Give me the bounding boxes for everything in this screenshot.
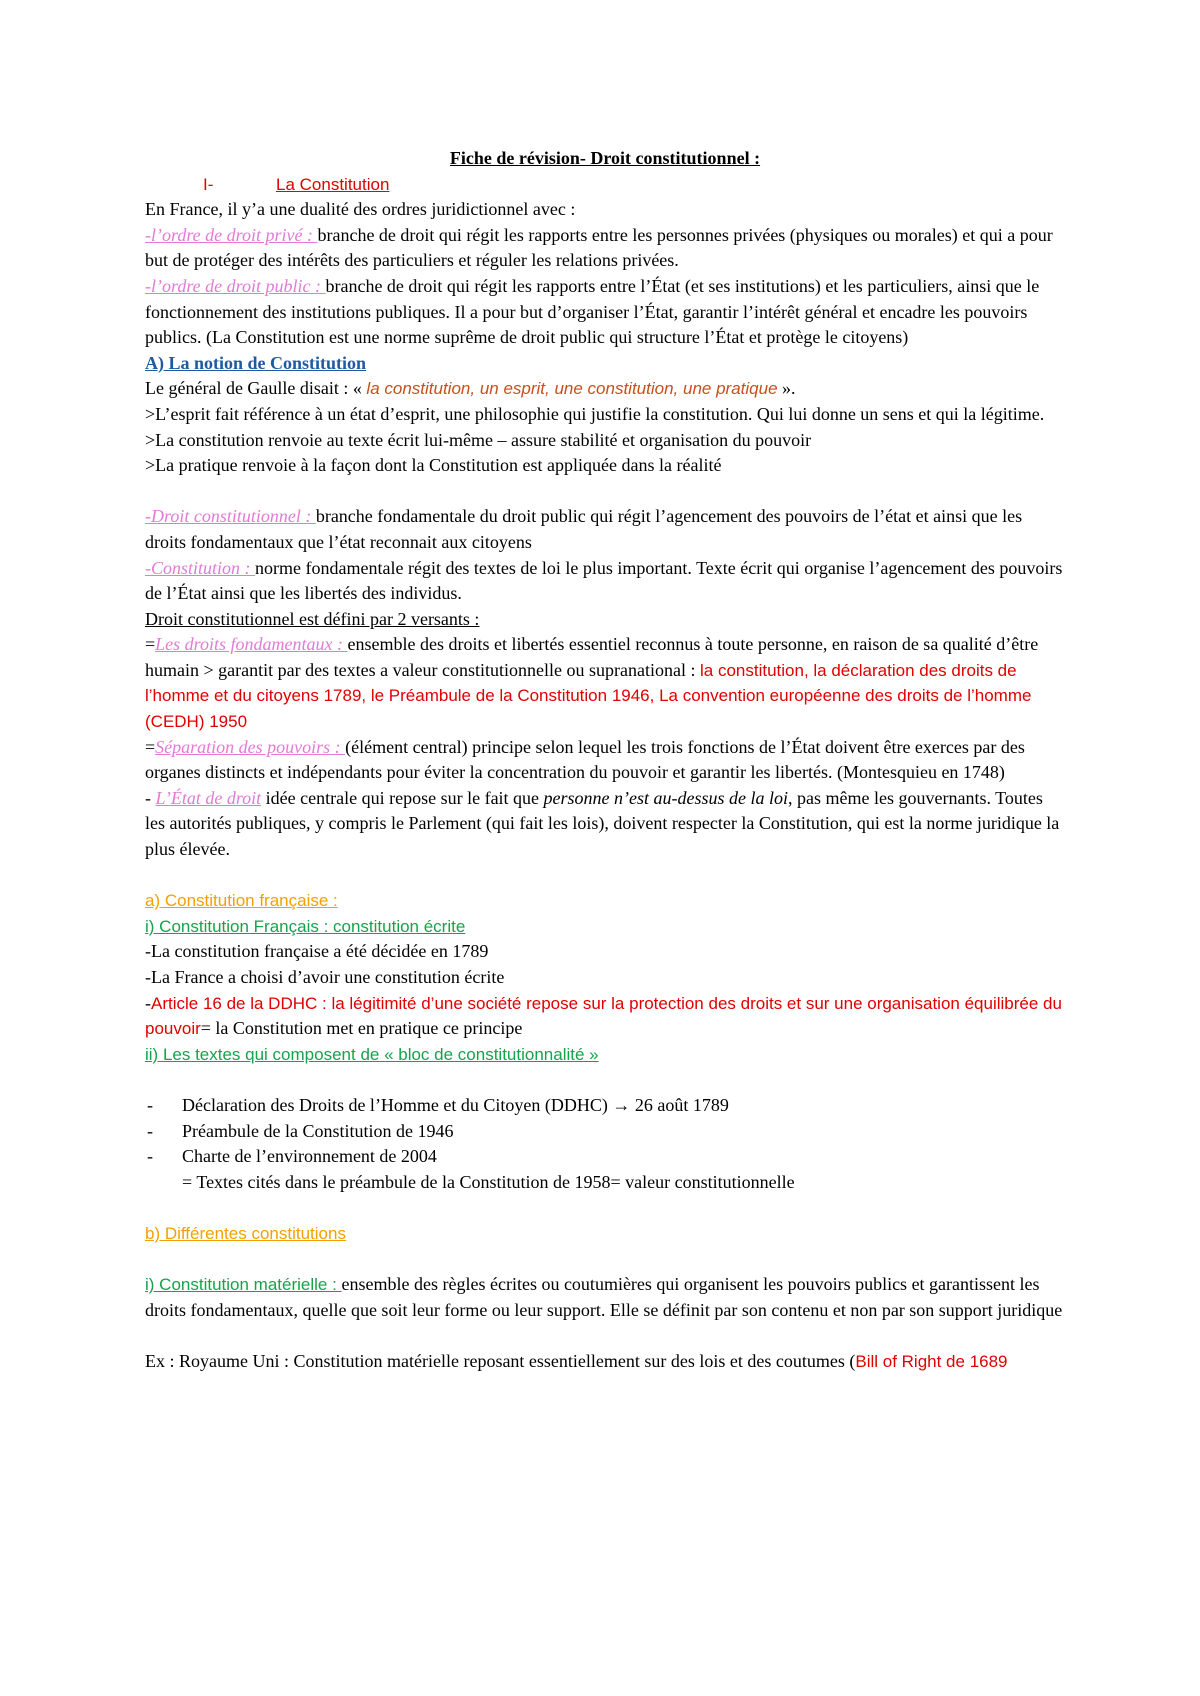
def-constitution: norme fondamentale régit des textes de loi le plus important. Texte écrit qui organise l’agencement des pouvoirs de l’État ainsi que les libertés des individus. (145, 557, 1063, 604)
quote-suffix: ». (777, 378, 796, 399)
intro-paragraph: En France, il y’a une dualité des ordres juridictionnel avec : (145, 199, 576, 220)
article-16-rest: = la Constitution met en pratique ce principe (200, 1018, 523, 1039)
spacer (145, 1195, 1065, 1221)
definition-separation (145, 735, 1065, 786)
def-etat-part1: idée centrale qui repose sur le fait que (261, 787, 544, 808)
emph-etat: personne n’est au-dessus de la loi (543, 787, 789, 808)
example-bill-of-right: Bill of Right de 1689 (855, 1351, 1008, 1371)
list-bullet: - (147, 1120, 153, 1141)
definition-constitution (145, 556, 1065, 607)
line-ecrite-1: -La constitution française a été décidée en 1789 (145, 941, 489, 962)
def-constitution-materielle: ensemble des règles écrites ou coutumières qui organisent les pouvoirs publics et garantissent les droits fondamentaux, quelle que soit leur forme ou leur support. Elle se définit par son contenu et non par son support juridique (145, 1274, 1063, 1320)
subheading-bloc: ii) Les textes qui composent de « bloc de constitutionnalité » (145, 1044, 599, 1064)
def-droit-prive: branche de droit qui régit les rapports entre les personnes privées (physiques ou morales) et qui a pour but de protéger des intérêts des particuliers et réguler les relations privées. (145, 224, 1053, 271)
article-16-text: Article 16 de la DDHC : la légitimité d’une société repose sur la protection des droits et sur une organisation équilibrée du pouvoir (145, 993, 1062, 1039)
list-item-text: Préambule de la Constitution de 1946 (182, 1120, 454, 1141)
spacer (145, 1067, 1065, 1093)
section-number: I- (203, 174, 214, 194)
section-heading (145, 172, 1065, 198)
texts-droits-fondamentaux: la constitution, la déclaration des droits de l’homme et du citoyens 1789, le Préambule de la Constitution 1946, La convention européenne des droits de l’homme (CEDH) 1950 (145, 660, 1032, 732)
line-esprit: >L’esprit fait référence à un état d’esprit, une philosophie qui justifie la constitution. Qui lui donne un sens et qui la légitime. (145, 403, 1045, 424)
prefix-equals: = (145, 736, 156, 757)
spacer (145, 863, 1065, 889)
definition-droit-constitutionnel (145, 504, 1065, 555)
quote-text: la constitution, un esprit, une constitution, une pratique (366, 379, 778, 399)
term-droit-constitutionnel: -Droit constitutionnel : (145, 506, 316, 527)
definition-droit-prive (145, 223, 1065, 274)
term-droit-prive: -l’ordre de droit privé : (145, 224, 318, 245)
list-item-text: Charte de l’environnement de 2004 (182, 1146, 437, 1167)
quote-prefix: Le général de Gaulle disait : « (145, 378, 367, 399)
example-text: Ex : Royaume Uni : Constitution matérielle reposant essentiellement sur des lois et des coutumes ( (145, 1350, 856, 1371)
list-item-text: Déclaration des Droits de l’Homme et du Citoyen (DDHC) → 26 août 1789 (182, 1094, 729, 1115)
section-title: La Constitution (276, 174, 390, 194)
prefix-dash: - (145, 787, 156, 808)
page-title: Fiche de révision- Droit constitutionnel : (449, 148, 761, 168)
definition-droit-public (145, 274, 1065, 351)
versants-heading: Droit constitutionnel est défini par 2 versants : (145, 608, 480, 629)
document-body (145, 146, 1065, 1375)
prefix-equals: = (145, 634, 156, 655)
subheading-constitution-francaise: a) Constitution française : (145, 891, 338, 911)
line-ecrite-2: -La France a choisi d’avoir une constitution écrite (145, 967, 505, 987)
term-droit-public: -l’ordre de droit public : (145, 275, 326, 296)
subheading-constitution-ecrite: i) Constitution Français : constitution écrite (145, 916, 466, 936)
definition-droits-fondamentaux (145, 632, 1065, 734)
list-item (145, 1119, 1065, 1145)
spacer (145, 479, 1065, 505)
list-bullet: - (147, 1146, 153, 1167)
term-constitution: -Constitution : (145, 557, 256, 578)
definition-etat-de-droit (145, 786, 1065, 863)
term-etat-de-droit: L’État de droit (155, 787, 262, 808)
subheading-notion: A) La notion de Constitution (145, 352, 367, 373)
def-separation: (élément central) principe selon lequel les trois fonctions de l’État doivent être exerces par des organes distincts et indépendants pour éviter la concentration du pouvoir et garantir les libertés. (Montesquieu en 1748) (145, 736, 1025, 783)
list-item (145, 1144, 1065, 1170)
list-item (145, 1093, 1065, 1119)
line-pratique: >La pratique renvoie à la façon dont la Constitution est appliquée dans la réalité (145, 455, 722, 476)
subheading-differentes-constitutions: b) Différentes constitutions (145, 1223, 346, 1243)
term-droits-fondamentaux: Les droits fondamentaux : (155, 634, 348, 655)
article-16 (145, 991, 1065, 1042)
prefix-dash: - (145, 992, 151, 1013)
list-bullet: - (147, 1094, 153, 1115)
de-gaulle-quote (145, 376, 1065, 402)
spacer (145, 1247, 1065, 1273)
term-separation: Séparation des pouvoirs : (155, 736, 346, 757)
bloc-note: = Textes cités dans le préambule de la Constitution de 1958= valeur constitutionnelle (182, 1171, 795, 1192)
example-royaume-uni (145, 1349, 1065, 1375)
spacer (145, 1323, 1065, 1349)
def-droits-fondamentaux: ensemble des droits et libertés essentiel reconnus à toute personne, en raison de sa qualité d’être humain > garantit par des textes a valeur constitutionnelle ou supranational : (145, 634, 1039, 680)
def-droit-public: branche de droit qui régit les rapports entre l’État (et ses institutions) et les particuliers, ainsi que le fonctionnement des institutions publiques. Il a pour but d’organiser l’État, garantir l’intérêt général et encadre les pouvoirs publics. (La Constitution est une norme suprême de droit public qui structure l’État et protège le citoyens) (145, 275, 1040, 348)
term-constitution-materielle: i) Constitution matérielle : (145, 1275, 342, 1295)
def-droit-constitutionnel: branche fondamentale du droit public qui régit l’agencement des pouvoirs de l’état et ainsi que les droits fondamentaux que l’état reconnait aux citoyens (145, 506, 1023, 552)
line-texte: >La constitution renvoie au texte écrit lui-même – assure stabilité et organisation du pouvoir (145, 429, 812, 450)
definition-constitution-materielle (145, 1272, 1065, 1323)
def-etat-part2: , pas même les gouvernants. Toutes les autorités publiques, y compris le Parlement (qui fait les lois), doivent respecter la Constitution, qui est la norme juridique la plus élevée. (145, 787, 1060, 860)
